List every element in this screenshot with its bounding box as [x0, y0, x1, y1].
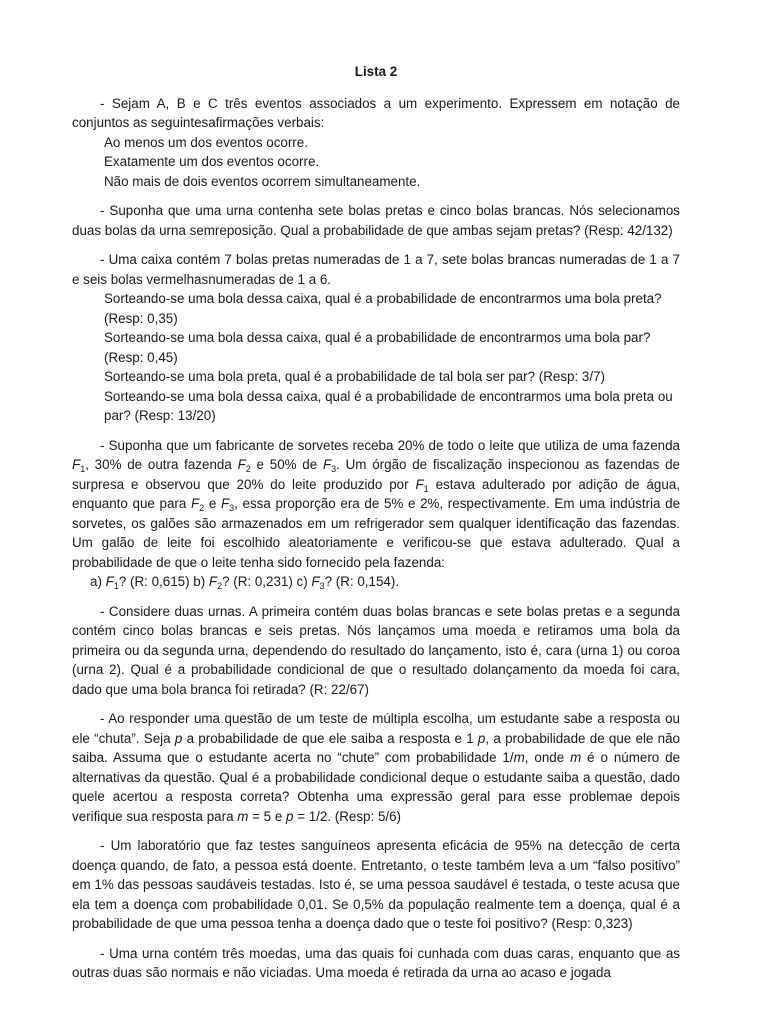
question-2: - Suponha que uma urna contenha sete bolas pretas e cinco bolas brancas. Nós selecionamos duas bolas da urna semreposição. Qual a probabilidade de que ambas sejam pretas? (Resp: 42/132)	[72, 203, 680, 238]
question-3-item-2: Sorteando-se uma bola dessa caixa, qual é a probabilidade de encontrarmos uma bola par? (Resp: 0,45)	[104, 330, 651, 365]
page-title: Lista 2	[354, 64, 398, 79]
question-5: - Considere duas urnas. A primeira contém duas bolas brancas e sete bolas pretas e a segunda contém cinco bolas brancas e seis pretas. Nós lançamos uma moeda e retiramos uma bola da primeira ou da segunda urna, dependendo do resultado do lançamento, isto é, cara (urna 1) ou coroa (urna 2). Qual é a probabilidade condicional de que o resultado dolançamento da moeda foi cara, dado que uma bola branca foi retirada? (R: 22/67)	[72, 603, 680, 697]
question-1-item-1: Ao menos um dos eventos ocorre.	[104, 134, 308, 150]
question-4-answers: a) $F_1$? (R: 0,615) b) $F_2$? (R: 0,231) c) $F_3$? (R: 0,154).	[90, 574, 400, 591]
question-3-intro: - Uma caixa contém 7 bolas pretas numeradas de 1 a 7, sete bolas brancas numeradas de 1 a 7 e seis bolas vermelhasnumeradas de 1 a 6.	[72, 252, 680, 287]
question-8: - Uma urna contém três moedas, uma das quais foi cunhada com duas caras, enquanto que as outras duas são normais e não viciadas. Uma moeda é retirada da urna ao acaso e jogada	[72, 945, 680, 980]
document-page	[72, 60, 680, 983]
question-3-item-3: Sorteando-se uma bola preta, qual é a probabilidade de tal bola ser par? (Resp: 3/7)	[104, 369, 605, 384]
question-1-intro: - Sejam A, B e C três eventos associados a um experimento. Expressem em notação de conjuntos as seguintesafirmações verbais:	[72, 95, 680, 130]
question-1-item-2: Exatamente um dos eventos ocorre.	[104, 154, 320, 169]
question-3-item-1: Sorteando-se uma bola dessa caixa, qual é a probabilidade de encontrarmos uma bola preta? (Resp: 0,35)	[104, 291, 662, 326]
question-3-item-4: Sorteando-se uma bola dessa caixa, qual é a probabilidade de encontrarmos uma bola preta ou par? (Resp: 13/20)	[104, 388, 673, 423]
question-7: - Um laboratório que faz testes sanguíneos apresenta eficácia de 95% na detecção de certa doença quando, de fato, a pessoa está doente. Entretanto, o teste também leva a um “falso positivo” em 1% das pessoas saudáveis testadas. Isto é, se uma pessoa saudável é testada, o teste acusa que ela tem a doença com probabilidade 0,01. Se 0,5% da população realmente tem a doença, qual é a probabilidade de que uma pessoa tenha a doença dado que o teste foi positivo? (Resp: 0,323)	[72, 838, 680, 931]
question-4: - Suponha que um fabricante de sorvetes receba 20% de todo o leite que utiliza de uma fazenda $F_1$, 30% de outra fazenda $F_2$ e 50% de $F_3$. Um órgão de fiscalização inspecionou as fazendas de surpresa e observou que 20% do leite produzido por $F_1$ estava adulterado por adição de água, enquanto que para $F_2$ e $F_3$, essa proporção era de 5% e 2%, respectivamente. Em uma indústria de sorvetes, os galões são armazenados em um refrigerador sem qualquer identificação das fazendas. Um galão de leite foi escolhido aleatoriamente e verificou-se que estava adulterado. Qual a probabilidade de que o leite tenha sido fornecido pela fazenda:	[72, 437, 681, 570]
question-6: - Ao responder uma questão de um teste de múltipla escolha, um estudante sabe a resposta ou ele “chuta”. Seja p a probabilidade de que ele saiba a resposta e 1 p, a probabilidade de que ele não saiba. Assuma que o estudante acerta no “chute” com probabilidade 1/m, onde m é o número de alternativas da questão. Qual é a probabilidade condicional deque o estudante saiba a questão, dado quele acertou a resposta correta? Obtenha uma expressão geral para esse problemae depois verifique sua resposta para m = 5 e p = 1/2. (Resp: 5/6)	[72, 711, 681, 824]
question-1-item-3: Não mais de dois eventos ocorrem simultaneamente.	[104, 173, 421, 189]
